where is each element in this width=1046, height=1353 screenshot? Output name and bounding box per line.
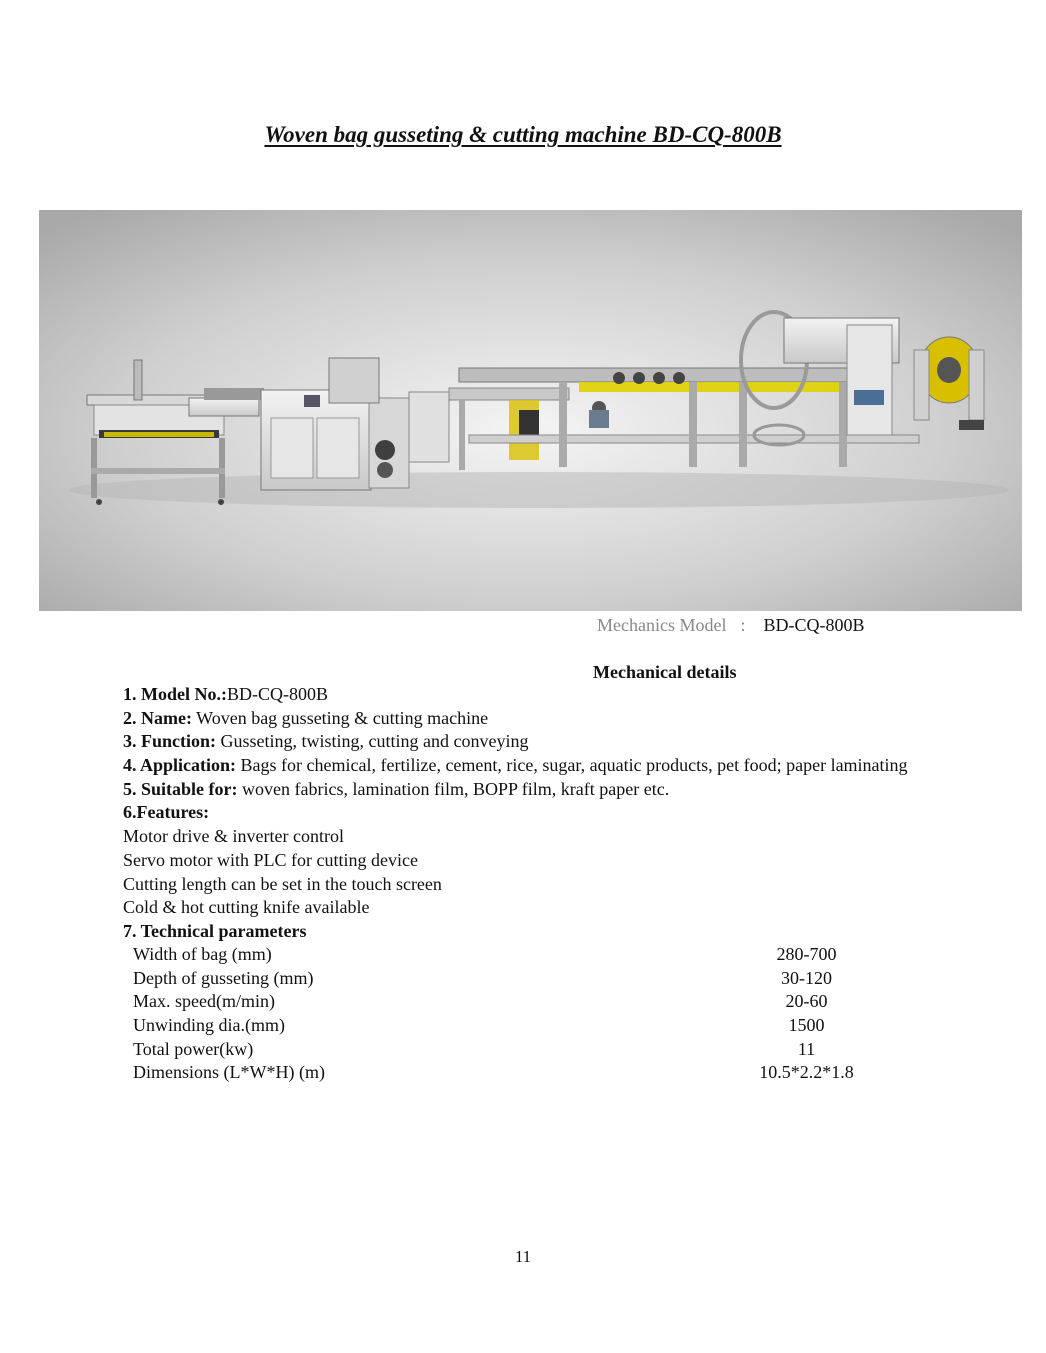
machine-photo — [39, 210, 1022, 611]
page-number: 11 — [514, 1247, 532, 1266]
details-list — [123, 683, 1033, 944]
param-row — [133, 967, 893, 991]
detail-value: Bags for chemical, fertilize, cement, rice, sugar, aquatic products, pet food; paper laminating — [236, 755, 908, 776]
detail-label: 4. Application: — [123, 755, 237, 776]
param-name: Unwinding dia.(mm) — [133, 1015, 285, 1036]
tech-heading: 7. Technical parameters — [123, 920, 307, 941]
param-row — [133, 1061, 893, 1085]
param-value: 20-60 — [785, 991, 828, 1012]
caption-label: Mechanics Model — [597, 615, 727, 635]
features-heading: 6.Features: — [123, 802, 210, 823]
tech-params-table — [133, 943, 893, 1085]
param-value: 10.5*2.2*1.8 — [759, 1062, 854, 1083]
param-value: 1500 — [788, 1015, 825, 1036]
detail-label: 3. Function: — [123, 731, 217, 752]
document-title: Woven bag gusseting & cutting machine BD-CQ-800B — [264, 122, 782, 147]
control-cabinet — [261, 390, 409, 490]
param-name: Depth of gusseting (mm) — [133, 967, 314, 988]
param-row — [133, 1038, 893, 1062]
param-name: Dimensions (L*W*H) (m) — [133, 1062, 325, 1083]
detail-value: BD-CQ-800B — [226, 684, 328, 704]
detail-value: woven fabrics, lamination film, BOPP film, kraft paper etc. — [237, 778, 670, 799]
detail-function — [123, 730, 1033, 754]
feature-item: Motor drive & inverter control — [123, 826, 344, 847]
param-name: Max. speed(m/min) — [133, 991, 275, 1012]
detail-suitable-for — [123, 778, 1033, 802]
param-name: Total power(kw) — [133, 1038, 254, 1059]
param-row — [133, 990, 893, 1014]
detail-name — [123, 707, 1033, 731]
section-heading: Mechanical details — [593, 662, 737, 682]
detail-model — [123, 683, 1033, 707]
image-caption — [597, 615, 865, 636]
caption-value: BD-CQ-800B — [763, 615, 865, 635]
param-row — [133, 943, 893, 967]
param-row — [133, 1014, 893, 1038]
detail-value: Gusseting, twisting, cutting and conveying — [216, 731, 529, 752]
detail-label: 2. Name: — [123, 707, 192, 728]
feature-item: Cold & hot cutting knife available — [123, 897, 370, 918]
detail-application — [123, 754, 1033, 778]
param-value: 30-120 — [781, 967, 832, 988]
param-value: 11 — [797, 1038, 816, 1059]
feature-item: Cutting length can be set in the touch screen — [123, 873, 442, 894]
param-name: Width of bag (mm) — [133, 944, 272, 964]
param-value: 280-700 — [776, 944, 837, 964]
detail-label: 1. Model No.: — [123, 684, 227, 704]
detail-label: 5. Suitable for: — [123, 778, 238, 799]
feature-item: Servo motor with PLC for cutting device — [123, 849, 418, 870]
detail-value: Woven bag gusseting & cutting machine — [191, 707, 489, 728]
caption-separator: : — [740, 615, 746, 635]
